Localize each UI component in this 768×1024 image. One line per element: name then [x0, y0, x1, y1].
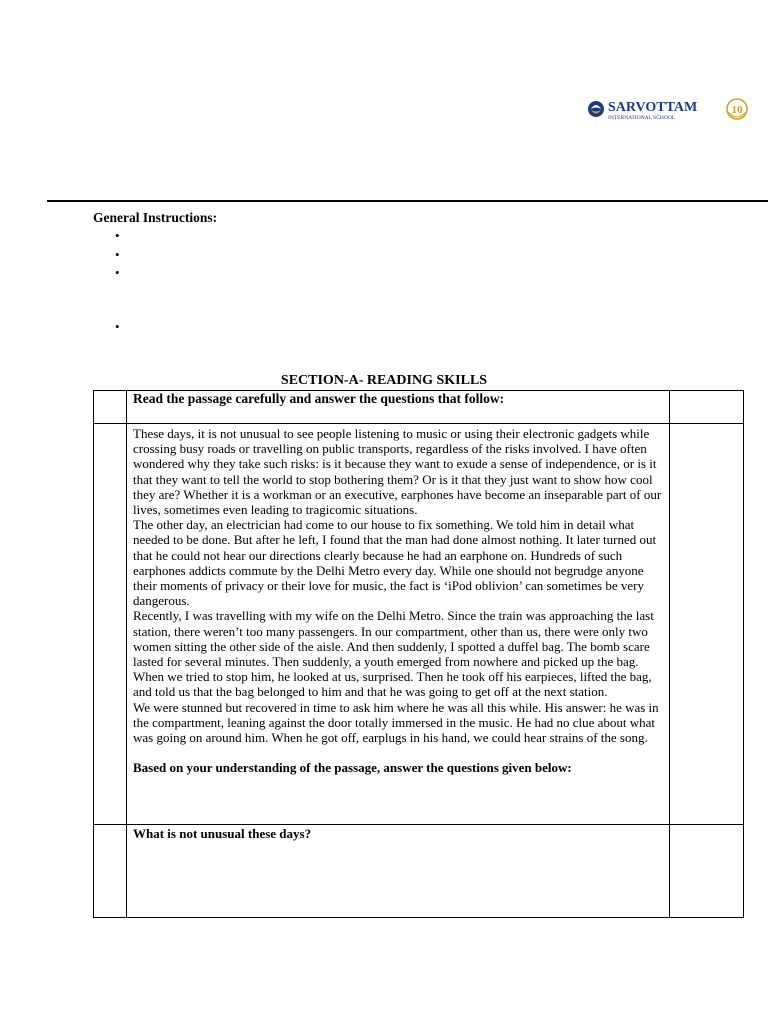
- passage-paragraph: We were stunned but recovered in time to ask him where he was all this while. His answer: he was in the compartment, leaning against the door totally immersed in the music. He had no clue about what was going on around him. When he got off, earplugs in his hand, we could hear strains of the song.: [133, 699, 659, 746]
- logo-name: SARVOTTAM: [608, 100, 698, 115]
- serial-cell: [94, 424, 127, 825]
- serial-cell: [94, 391, 127, 424]
- marks-cell: [670, 424, 744, 825]
- passage-cell: [127, 424, 670, 825]
- questions-prompt: Based on your understanding of the passage, answer the questions given below:: [133, 760, 572, 776]
- logo-badge: 10: [731, 104, 743, 116]
- marks-cell: [670, 825, 744, 918]
- school-logo: [586, 97, 758, 123]
- question-table: [93, 390, 744, 918]
- header-divider: [47, 200, 768, 202]
- reading-passage: [127, 424, 669, 775]
- question-cell: [127, 825, 670, 918]
- passage-paragraph: Recently, I was travelling with my wife on the Delhi Metro. Since the train was approaching the last station, there weren’t too many passengers. In our compartment, other than us, there were only two women sitting the other side of the aisle. And then suddenly, I spotted a duffel bag. The bomb scare lasted for several minutes. Then suddenly, a youth emerged from nowhere and picked up the bag. When we tried to stop him, he looked at us, surprised. Then he took off his earpieces, lifted the bag, and told us that the bag belonged to him and that he was going to get off at the next station.: [133, 608, 654, 700]
- passage-instruction: Read the passage carefully and answer the questions that follow:: [133, 391, 505, 406]
- instruction-bullet: •: [115, 265, 120, 280]
- logo-subtitle: INTERNATIONAL SCHOOL: [608, 115, 676, 121]
- question-text: What is not unusual these days?: [133, 826, 312, 841]
- table-row: [94, 424, 744, 825]
- school-emblem-icon: [586, 97, 758, 123]
- section-title: SECTION-A- READING SKILLS: [280, 373, 488, 388]
- passage-paragraph: These days, it is not unusual to see people listening to music or using their electronic gadgets while crossing busy roads or travelling on public transports, regardless of the risks involved. I have often wondered why they take such risks: is it because they want to exude a sense of independence, or is it that they want to tell the world to stop bothering them? Or is it that they just want to show how cool they are? Whether it is a workman or an executive, earphones have become an inseparable part of our lives, sometimes even leading to tragicomic situations.: [133, 426, 662, 518]
- passage-paragraph: The other day, an electrician had come to our house to fix something. We told him in detail what needed to be done. But after he left, I found that the man had done almost nothing. It later turned out that he could not hear our directions clearly because he had an earphone on. Hundreds of such earphones addicts commute by the Delhi Metro every day. While one should not begrudge anyone their moments of privacy or their love for music, the fact is ‘iPod oblivion’ can sometimes be very dangerous.: [133, 517, 657, 609]
- marks-cell: [670, 391, 744, 424]
- serial-cell: [94, 825, 127, 918]
- table-row: [94, 825, 744, 918]
- instruction-bullet: •: [115, 319, 120, 334]
- instruction-bullet: •: [115, 228, 120, 243]
- table-row: [94, 391, 744, 424]
- instruction-cell: [127, 391, 670, 424]
- general-instructions-title: General Instructions:: [93, 210, 218, 225]
- instruction-bullet: •: [115, 247, 120, 262]
